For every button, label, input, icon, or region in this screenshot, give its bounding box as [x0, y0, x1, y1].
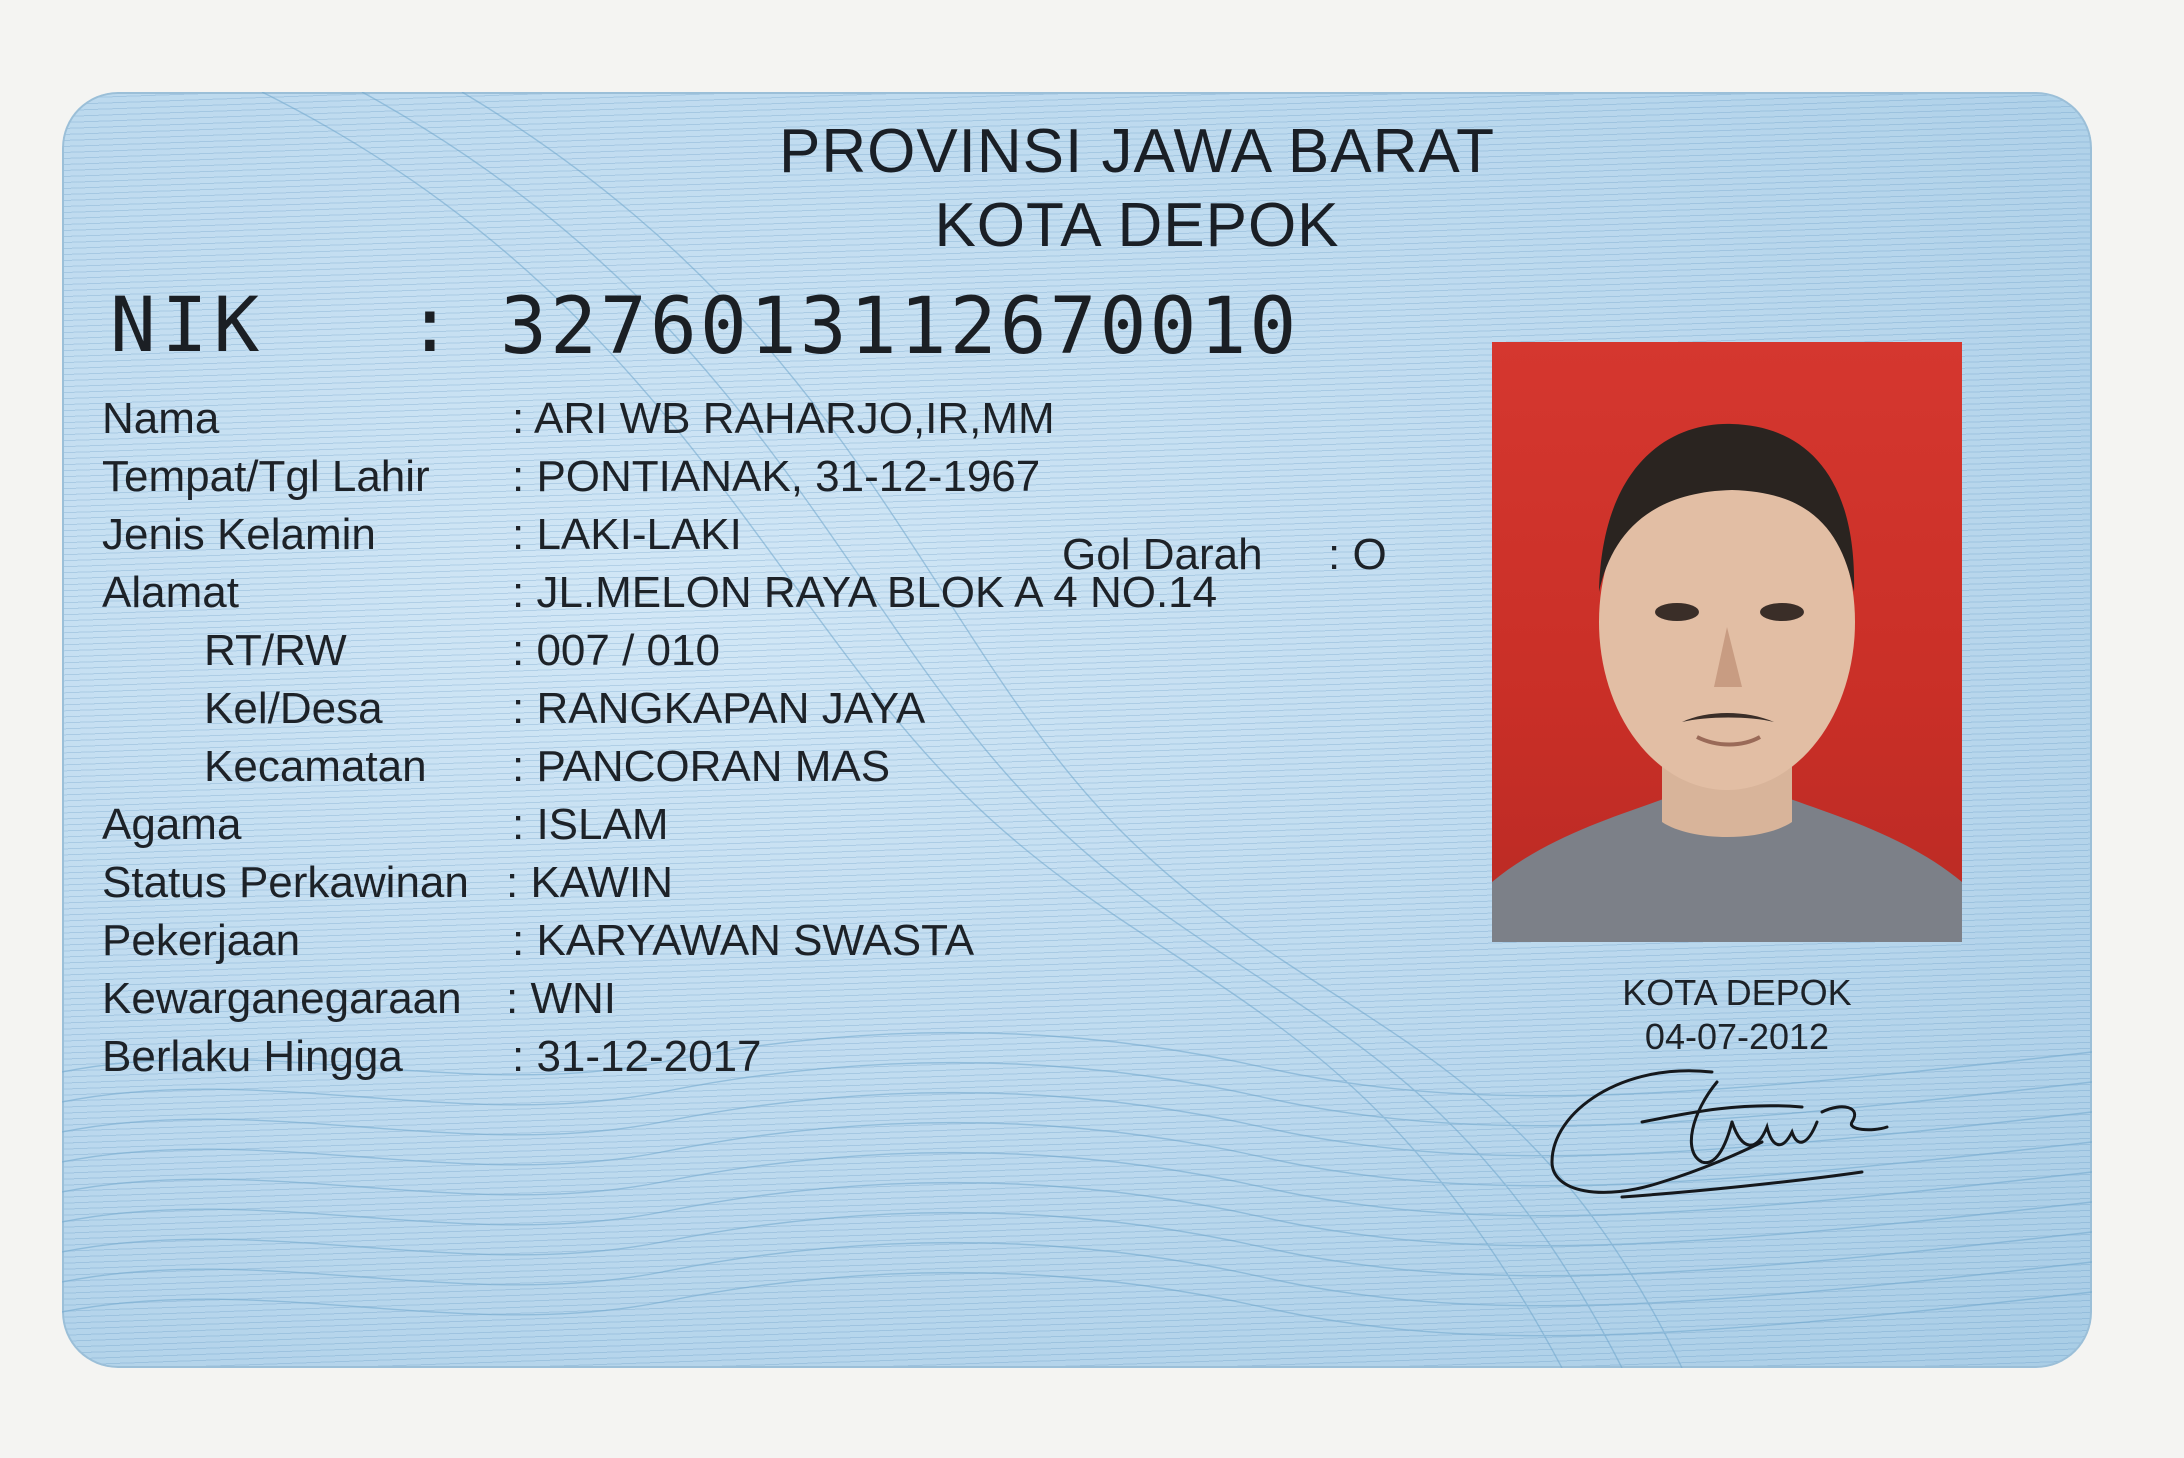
field-value: : PANCORAN MAS [512, 742, 891, 791]
field-value: : ISLAM [512, 800, 669, 849]
field-label: Agama [102, 800, 242, 849]
field-value: : KAWIN [506, 858, 674, 907]
issue-place: KOTA DEPOK [1622, 972, 1852, 1013]
field-label: Status Perkawinan [102, 858, 469, 907]
field-label: Kel/Desa [204, 684, 383, 733]
field-label: Pekerjaan [102, 916, 301, 965]
field-label: Kecamatan [204, 742, 427, 791]
field-label: Jenis Kelamin [102, 510, 376, 559]
field-label: Nama [102, 394, 220, 443]
field-label: Kewarganegaraan [102, 974, 462, 1023]
issue-date: 04-07-2012 [1644, 1016, 1830, 1057]
field-value: : KARYAWAN SWASTA [512, 916, 975, 965]
field-value: : WNI [506, 974, 616, 1023]
portrait-photo [1492, 342, 1962, 942]
field-label: RT/RW [204, 626, 347, 675]
city-title: KOTA DEPOK [934, 191, 1340, 260]
field-value: : PONTIANAK, 31-12-1967 [512, 452, 1041, 501]
nik-label: NIK [110, 280, 266, 369]
field-value: : RANGKAPAN JAYA [512, 684, 926, 733]
signature-icon [1542, 1052, 1942, 1232]
field-value: : JL.MELON RAYA BLOK A 4 NO.14 [512, 568, 1218, 617]
field-value: : ARI WB RAHARJO,IR,MM [512, 394, 1055, 443]
field-label: Alamat [102, 568, 239, 617]
id-card [62, 92, 2092, 1368]
field-value: : 007 / 010 [512, 626, 720, 675]
field-label: Tempat/Tgl Lahir [102, 452, 430, 501]
field-value: : LAKI-LAKI [512, 510, 742, 559]
blood-type-value: : O [1328, 530, 1387, 579]
blood-type-label: Gol Darah [1062, 530, 1263, 579]
nik-value: 3276013112670010 [500, 282, 1300, 372]
nik-separator: : [407, 280, 453, 369]
field-value: : 31-12-2017 [512, 1032, 762, 1081]
portrait-icon [1492, 342, 1962, 942]
field-label: Berlaku Hingga [102, 1032, 403, 1081]
province-title: PROVINSI JAWA BARAT [778, 117, 1496, 186]
